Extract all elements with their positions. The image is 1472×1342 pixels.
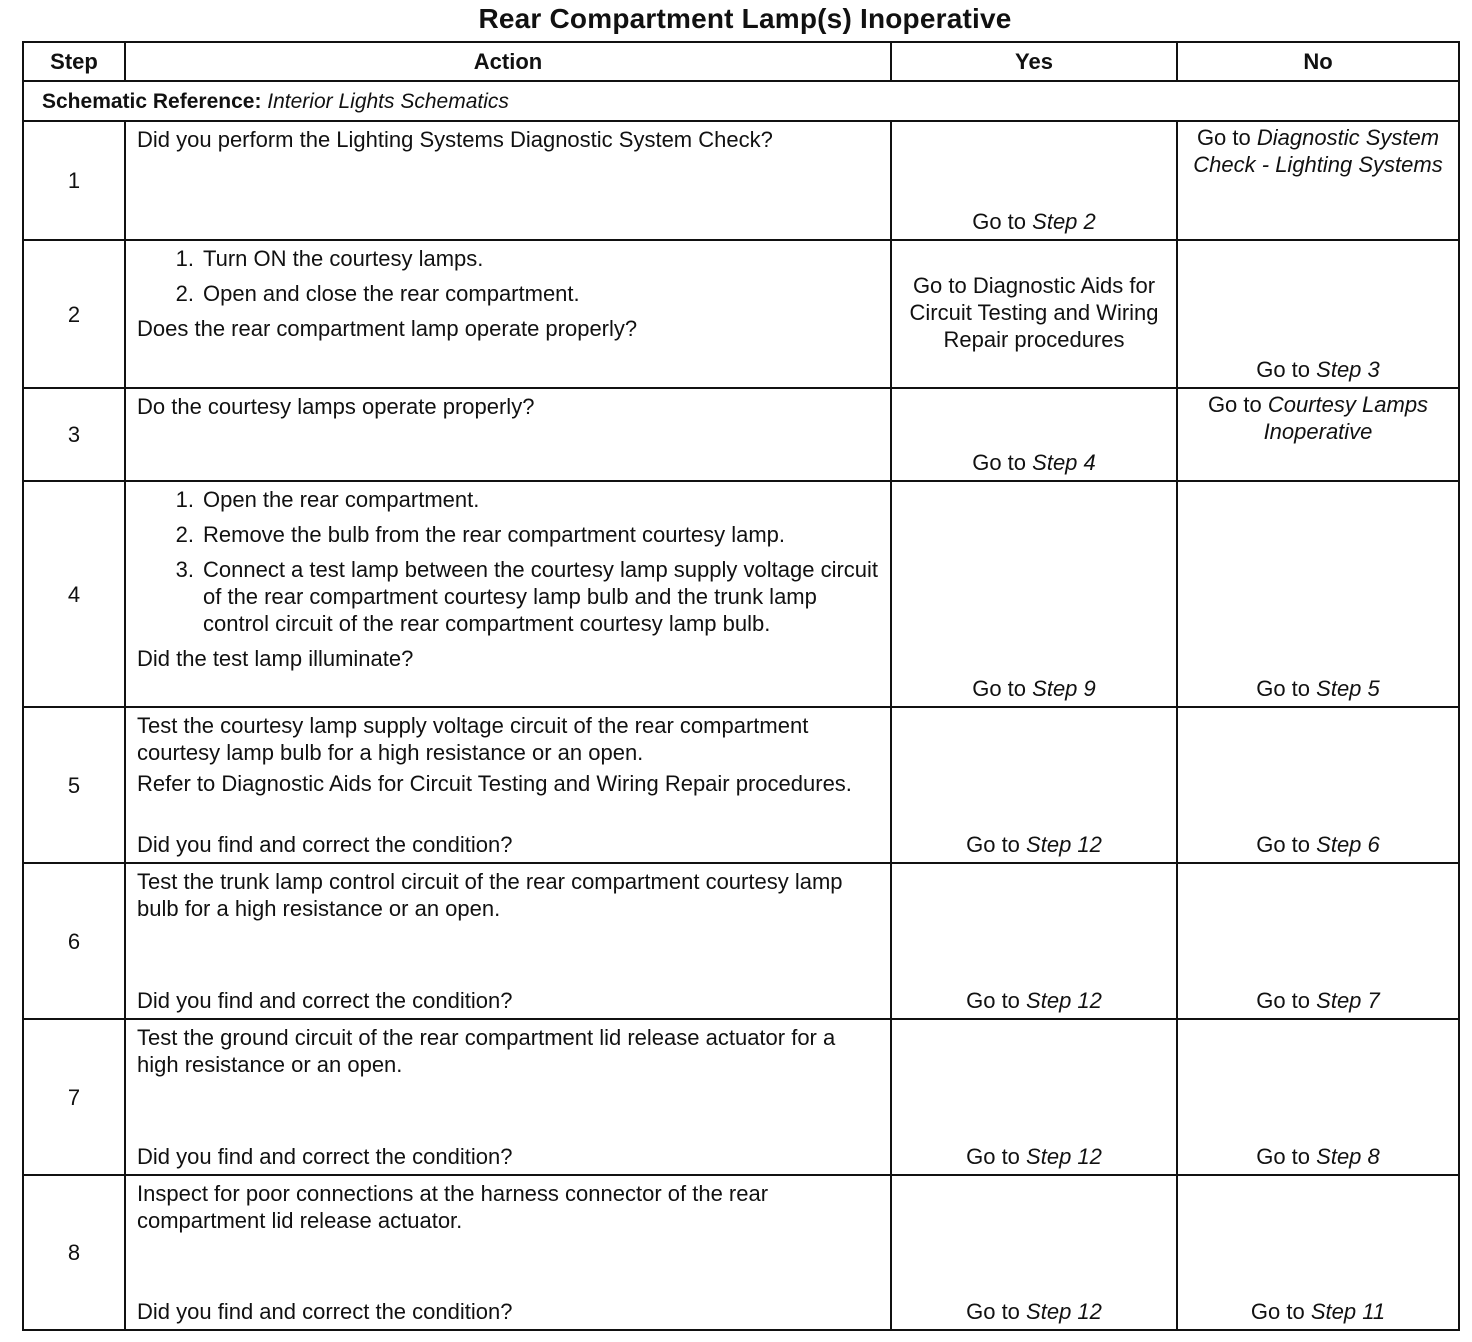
action-content (137, 393, 880, 476)
action-question: Did you find and correct the condition? (137, 832, 513, 857)
list-item-number: 2. (175, 522, 194, 547)
action-content (137, 245, 880, 383)
action-text: Test the trunk lamp control circuit of the rear compartment courtesy lamp bulb for a high resistance or an open. (137, 869, 843, 921)
yes-goto-link[interactable]: Step 12 (1026, 1144, 1102, 1169)
action-content (137, 712, 880, 858)
no-goto-link[interactable]: Step 8 (1316, 1144, 1380, 1169)
list-item-number: 3. (175, 557, 194, 582)
goto-label: Go to (1256, 1144, 1311, 1169)
no-cell (1177, 240, 1459, 388)
yes-goto-link[interactable]: Step 12 (1026, 1299, 1102, 1324)
no-goto-link[interactable]: Step 7 (1316, 988, 1380, 1013)
yes-cell (891, 1175, 1177, 1330)
action-cell (125, 863, 891, 1019)
list-item (137, 521, 880, 548)
action-content (137, 868, 880, 1014)
goto-label: Go to (1256, 357, 1311, 382)
no-cell (1177, 863, 1459, 1019)
header-step: Step (23, 42, 125, 81)
goto-label: Go to (1207, 392, 1262, 417)
no-goto-link[interactable]: Step 6 (1316, 832, 1380, 857)
schematic-reference-link[interactable]: Interior Lights Schematics (267, 89, 509, 113)
list-item-text: Turn ON the courtesy lamps. (203, 246, 484, 271)
goto-label: Go to (1256, 832, 1311, 857)
goto-label: Go to (972, 209, 1027, 234)
yes-cell (891, 707, 1177, 863)
list-item-text: Connect a test lamp between the courtesy lamp supply voltage circuit of the rear compartment courtesy lamp bulb and the trunk lamp control circuit of the rear compartment courtesy lamp bulb. (203, 557, 879, 636)
yes-goto-link[interactable]: Step 4 (1032, 450, 1096, 475)
header-action: Action (125, 42, 891, 81)
goto-label: Go to (1250, 1299, 1305, 1324)
step-number: 3 (23, 388, 125, 481)
no-goto-link[interactable]: Courtesy Lamps Inoperative (1263, 392, 1429, 444)
diagnostic-table (22, 41, 1460, 1331)
goto-label: Go to (966, 988, 1020, 1013)
action-body (137, 486, 880, 645)
action-body (137, 1180, 880, 1234)
action-body (137, 245, 880, 315)
no-cell (1177, 481, 1459, 707)
yes-goto-link[interactable]: Step 12 (1026, 832, 1102, 857)
list-item-text: Remove the bulb from the rear compartment courtesy lamp. (203, 522, 786, 547)
action-cell (125, 388, 891, 481)
action-content (137, 486, 880, 702)
yes-goto-link[interactable]: Step 12 (1026, 988, 1102, 1013)
no-cell (1177, 1019, 1459, 1175)
yes-instruction[interactable]: Go to Diagnostic Aids for Circuit Testing and Wiring Repair procedures (909, 272, 1159, 352)
header-yes: Yes (891, 42, 1177, 81)
schematic-reference (23, 81, 1459, 121)
step-number: 5 (23, 707, 125, 863)
action-body (137, 1024, 880, 1078)
action-cell (125, 121, 891, 240)
action-cell (125, 707, 891, 863)
step-number: 2 (23, 240, 125, 388)
action-content (137, 1180, 880, 1325)
goto-label: Go to (966, 832, 1020, 857)
no-cell (1177, 707, 1459, 863)
table-row (23, 121, 1459, 240)
table-row (23, 1175, 1459, 1330)
yes-goto-link[interactable]: Step 2 (1032, 209, 1096, 234)
step-number: 1 (23, 121, 125, 240)
list-item-number: 2. (175, 281, 194, 306)
list-item-text: Open and close the rear compartment. (203, 281, 580, 306)
table-row (23, 1019, 1459, 1175)
no-cell (1177, 1175, 1459, 1330)
table-row (23, 240, 1459, 388)
no-goto-link[interactable]: Step 5 (1316, 676, 1380, 701)
action-question: Did the test lamp illuminate? (137, 646, 414, 671)
action-cell (125, 240, 891, 388)
goto-label: Go to (1196, 125, 1251, 150)
yes-cell (891, 481, 1177, 707)
step-number: 8 (23, 1175, 125, 1330)
list-item-number: 1. (175, 487, 194, 512)
action-text: Test the courtesy lamp supply voltage circuit of the rear compartment courtesy lamp bulb for a high resistance or an open. (137, 713, 809, 765)
list-item (137, 556, 880, 637)
step-number: 6 (23, 863, 125, 1019)
list-item (137, 280, 880, 307)
no-goto-link[interactable]: Step 3 (1316, 357, 1380, 382)
action-steps-list (137, 486, 880, 637)
yes-cell (891, 863, 1177, 1019)
action-cell (125, 1019, 891, 1175)
action-question: Did you perform the Lighting Systems Diagnostic System Check? (137, 127, 773, 152)
goto-label: Go to (1256, 676, 1311, 701)
no-goto-link[interactable]: Diagnostic System Check - Lighting Systems (1193, 125, 1443, 177)
list-item (137, 245, 880, 272)
page-title: Rear Compartment Lamp(s) Inoperative (478, 3, 1012, 34)
action-steps-list (137, 245, 880, 307)
action-body (137, 712, 880, 797)
table-row (23, 388, 1459, 481)
yes-cell (891, 121, 1177, 240)
yes-cell (891, 388, 1177, 481)
action-text: Refer to Diagnostic Aids for Circuit Testing and Wiring Repair procedures. (137, 771, 852, 796)
header-no: No (1177, 42, 1459, 81)
table-row (23, 863, 1459, 1019)
yes-cell (891, 1019, 1177, 1175)
goto-label: Go to (1256, 988, 1311, 1013)
action-cell (125, 481, 891, 707)
list-item-number: 1. (175, 246, 194, 271)
schematic-reference-label: Schematic Reference: (42, 89, 262, 113)
action-question: Did you find and correct the condition? (137, 1144, 513, 1169)
action-content (137, 126, 880, 235)
table-header-row (23, 42, 1459, 81)
goto-label: Go to (966, 1299, 1020, 1324)
yes-cell (891, 240, 1177, 388)
step-number: 7 (23, 1019, 125, 1175)
table-row (23, 707, 1459, 863)
action-question: Does the rear compartment lamp operate properly? (137, 316, 638, 341)
goto-label: Go to (972, 676, 1027, 701)
no-goto-link[interactable]: Step 11 (1310, 1299, 1386, 1324)
schematic-reference-row (23, 81, 1459, 121)
no-cell (1177, 388, 1459, 481)
action-text: Inspect for poor connections at the harness connector of the rear compartment lid release actuator. (137, 1181, 769, 1233)
action-question: Did you find and correct the condition? (137, 1299, 513, 1324)
action-content (137, 1024, 880, 1170)
list-item (137, 486, 880, 513)
action-question: Do the courtesy lamps operate properly? (137, 394, 535, 419)
action-question: Did you find and correct the condition? (137, 988, 513, 1013)
action-text: Test the ground circuit of the rear compartment lid release actuator for a high resistance or an open. (137, 1025, 836, 1077)
list-item-text: Open the rear compartment. (203, 487, 480, 512)
action-body (137, 868, 880, 922)
no-cell (1177, 121, 1459, 240)
yes-goto-link[interactable]: Step 9 (1032, 676, 1096, 701)
goto-label: Go to (966, 1144, 1020, 1169)
goto-label: Go to (972, 450, 1027, 475)
action-cell (125, 1175, 891, 1330)
table-row (23, 481, 1459, 707)
step-number: 4 (23, 481, 125, 707)
